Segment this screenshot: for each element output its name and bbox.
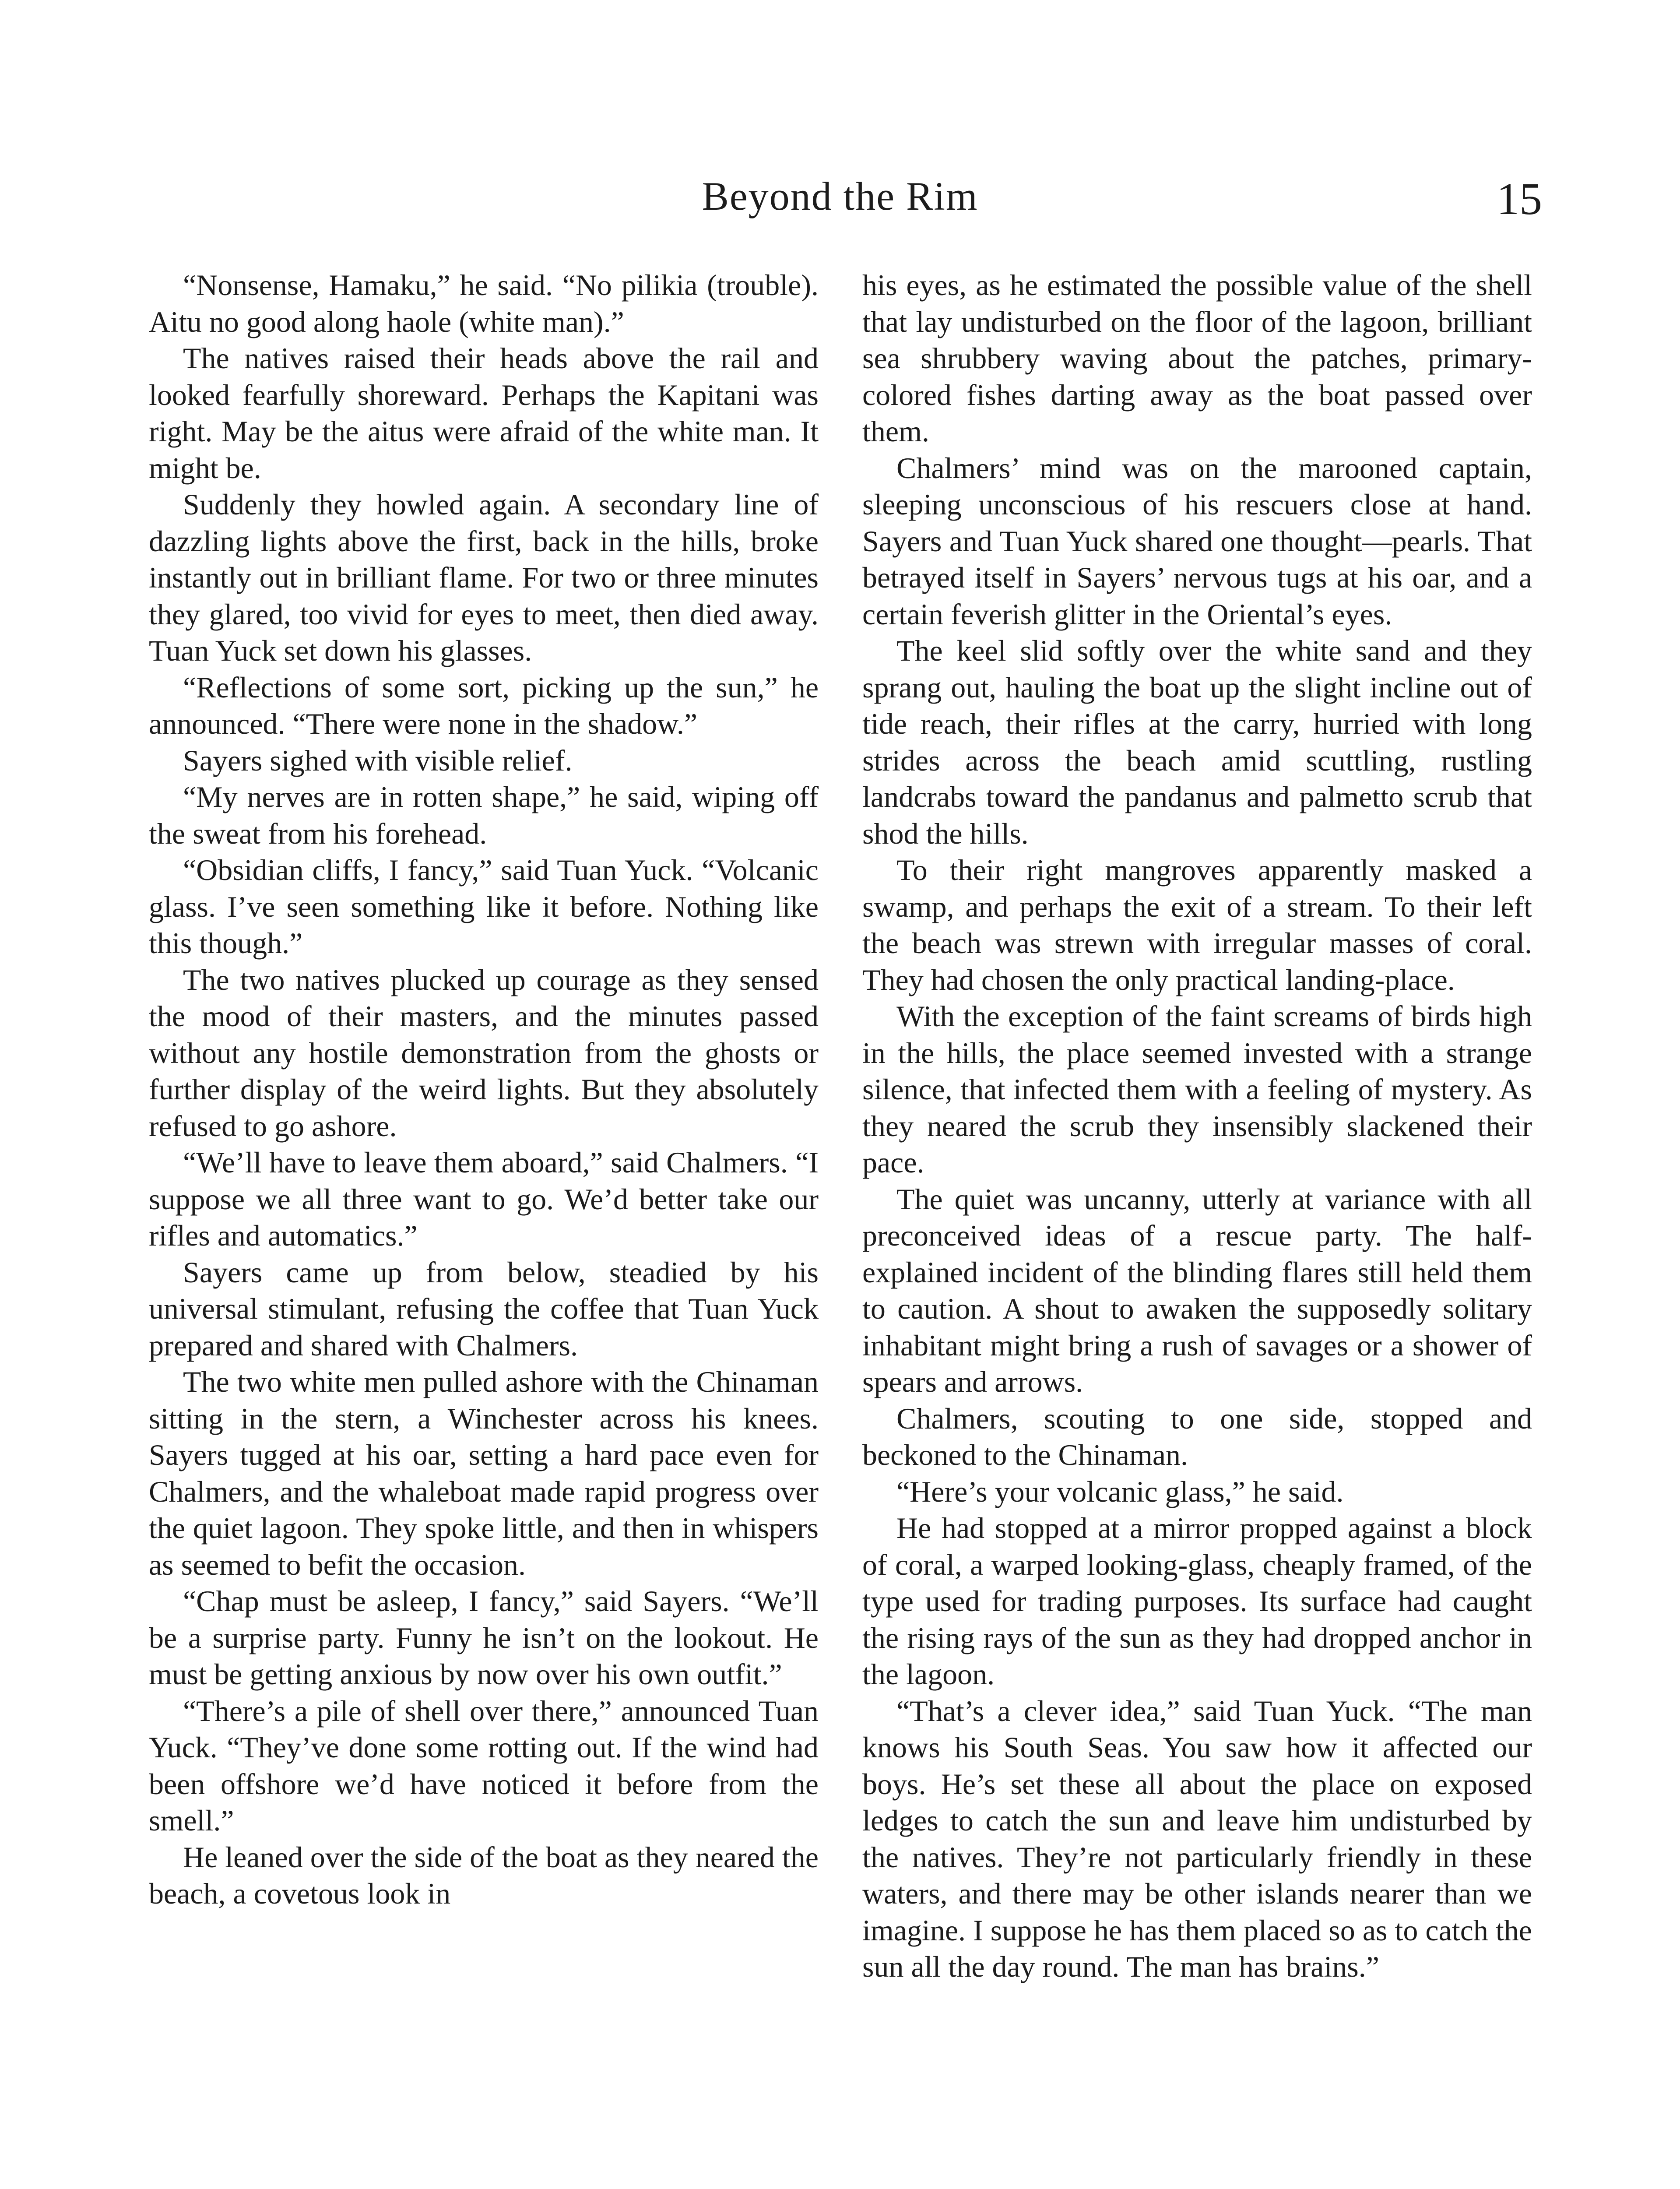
paragraph: “Here’s your volcanic glass,” he said. bbox=[896, 1475, 1344, 1508]
paragraph: The quiet was uncanny, utterly at variance with all preconceived ideas of a rescue party. The half-explained incident of the blinding flares still held them to caution. A shout to awaken the supposedly solitary inhabitant might bring a rush of savages or a shower of spears and arrows. bbox=[862, 1182, 1532, 1398]
running-head bbox=[0, 173, 1680, 234]
paragraph: “Reflections of some sort, picking up the sun,” he announced. “There were none in the shadow.” bbox=[149, 670, 819, 740]
running-head-title: Beyond the Rim bbox=[702, 174, 978, 218]
paragraph: “We’ll have to leave them aboard,” said Chalmers. “I suppose we all three want to go. We’d better take our rifles and automatics.” bbox=[149, 1146, 819, 1252]
paragraph: He had stopped at a mirror propped against a block of coral, a warped looking-glass, cheaply framed, of the type used for trading purposes. Its surface had caught the rising rays of the sun as they had dropped anchor in the lagoon. bbox=[862, 1511, 1532, 1691]
paragraph: Chalmers, scouting to one side, stopped and beckoned to the Chinaman. bbox=[862, 1401, 1532, 1471]
paragraph: “Obsidian cliffs, I fancy,” said Tuan Yuck. “Volcanic glass. I’ve seen something like it before. Nothing like this though.” bbox=[149, 853, 819, 960]
left-column bbox=[149, 267, 819, 1912]
paragraph: He leaned over the side of the boat as they neared the beach, a covetous look in bbox=[149, 1840, 819, 1910]
right-column bbox=[862, 267, 1532, 1985]
paragraph: “Chap must be asleep, I fancy,” said Sayers. “We’ll be a surprise party. Funny he isn’t on the lookout. He must be getting anxious by now over his own outfit.” bbox=[149, 1584, 819, 1691]
paragraph-continued: his eyes, as he estimated the possible value of the shell that lay undisturbed on the floor of the lagoon, brilliant sea shrubbery waving about the patches, primary-colored fishes darting away as the boat passed over them. bbox=[862, 268, 1532, 448]
paragraph: The two white men pulled ashore with the Chinaman sitting in the stern, a Winchester across his knees. Sayers tugged at his oar, setting a hard pace even for Chalmers, and the whaleboat made rapid progress over the quiet lagoon. They spoke little, and then in whispers as seemed to befit the occasion. bbox=[149, 1365, 819, 1581]
paragraph: “My nerves are in rotten shape,” he said, wiping off the sweat from his forehead. bbox=[149, 780, 819, 850]
paragraph: Sayers came up from below, steadied by his universal stimulant, refusing the coffee that Tuan Yuck prepared and shared with Chalmers. bbox=[149, 1255, 819, 1362]
paragraph: The natives raised their heads above the rail and looked fearfully shoreward. Perhaps the Kapitani was right. May be the aitus were afraid of the white man. It might be. bbox=[149, 341, 819, 485]
text-columns bbox=[149, 267, 1532, 2189]
paragraph: With the exception of the faint screams of birds high in the hills, the place seemed invested with a strange silence, that infected them with a feeling of mystery. As they neared the scrub they insensibly slackened their pace. bbox=[862, 999, 1532, 1179]
paragraph: “There’s a pile of shell over there,” announced Tuan Yuck. “They’ve done some rotting out. If the wind had been offshore we’d have noticed it before from the smell.” bbox=[149, 1694, 819, 1837]
paragraph: “That’s a clever idea,” said Tuan Yuck. “The man knows his South Seas. You saw how it affected our boys. He’s set these all about the place on exposed ledges to catch the sun and leave him undisturbed by the natives. They’re not particularly friendly in these waters, and there may be other islands nearer than we imagine. I suppose he has them placed so as to catch the sun all the day round. The man has brains.” bbox=[862, 1694, 1532, 1983]
paragraph: Suddenly they howled again. A secondary line of dazzling lights above the first, back in the hills, broke instantly out in brilliant flame. For two or three minutes they glared, too vivid for eyes to meet, then died away. Tuan Yuck set down his glasses. bbox=[149, 488, 819, 667]
paragraph: To their right mangroves apparently masked a swamp, and perhaps the exit of a stream. To their left the beach was strewn with irregular masses of coral. They had chosen the only practical landing-place. bbox=[862, 853, 1532, 996]
paragraph: The keel slid softly over the white sand and they sprang out, hauling the boat up the slight incline out of tide reach, their rifles at the carry, hurried with long strides across the beach amid scuttling, rustling landcrabs toward the pandanus and palmetto scrub that shod the hills. bbox=[862, 634, 1532, 850]
paragraph: Chalmers’ mind was on the marooned captain, sleeping unconscious of his rescuers close at hand. Sayers and Tuan Yuck shared one thought—pearls. That betrayed itself in Sayers’ nervous tugs at his oar, and a certain feverish glitter in the Oriental’s eyes. bbox=[862, 451, 1532, 631]
paragraph: The two natives plucked up courage as they sensed the mood of their masters, and the minutes passed without any hostile demonstration from the ghosts or further display of the weird lights. But they absolutely refused to go ashore. bbox=[149, 963, 819, 1143]
paragraph: “Nonsense, Hamaku,” he said. “No pilikia (trouble). Aitu no good along haole (white man).” bbox=[149, 268, 819, 338]
paragraph: Sayers sighed with visible relief. bbox=[183, 743, 573, 777]
page-number: 15 bbox=[1497, 174, 1542, 224]
